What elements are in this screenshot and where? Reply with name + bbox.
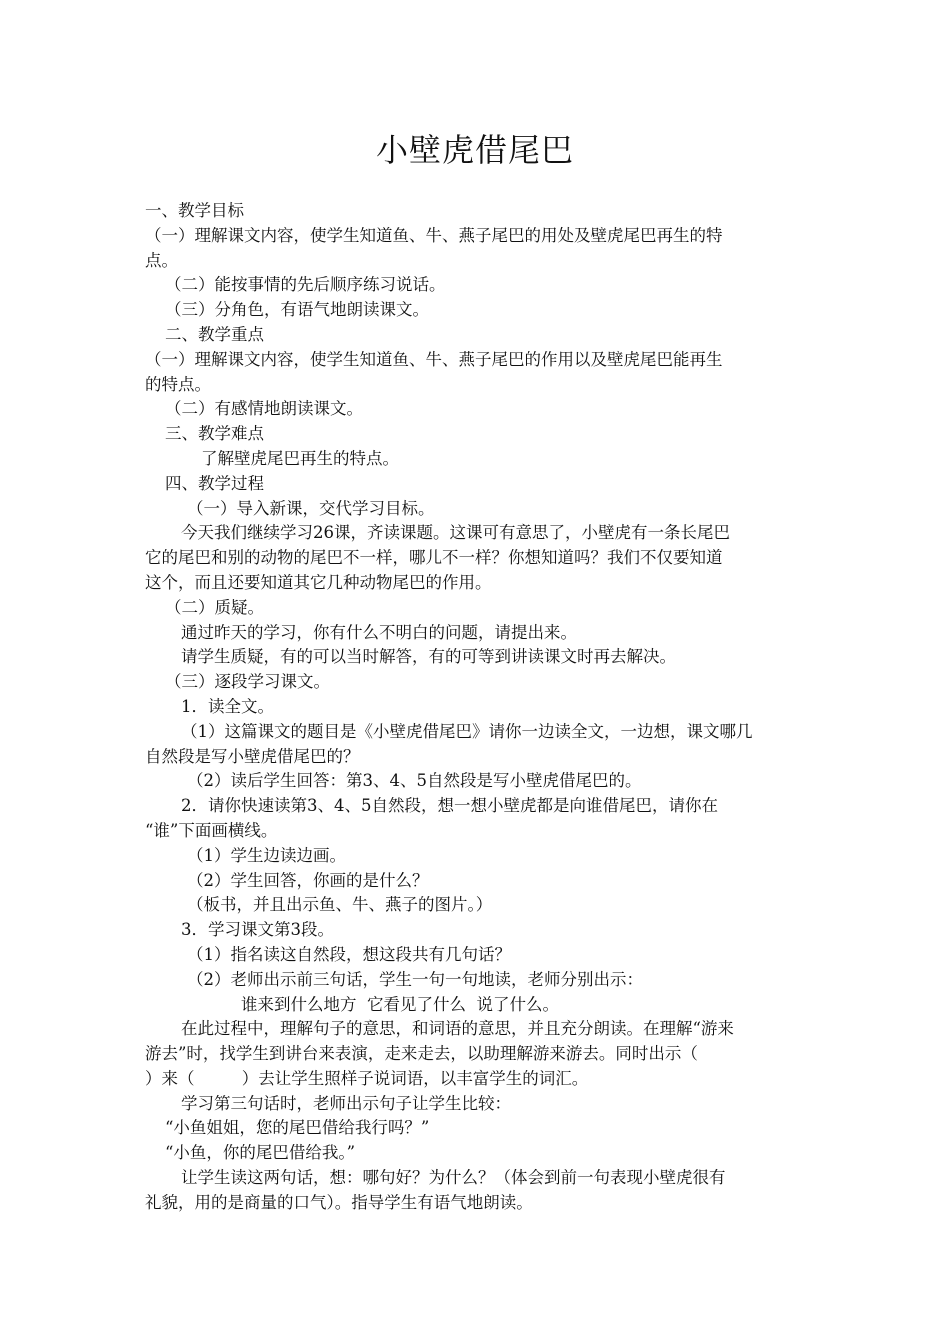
text-line: （2）学生回答，你画的是什么？ — [187, 870, 429, 890]
text-line: 谁来到什么地方 它看见了什么 说了什么。 — [241, 994, 559, 1014]
text-line: 3．学习课文第3段。 — [181, 920, 334, 940]
text-line: 2．请你快速读第3、4、5自然段，想一想小壁虎都是向谁借尾巴，请你在 — [181, 796, 718, 816]
text-line: （二）质疑。 — [165, 597, 264, 617]
text-line: （一）理解课文内容，使学生知道鱼、牛、燕子尾巴的用处及壁虎尾巴再生的特 — [145, 225, 723, 245]
text-line: 通过昨天的学习，你有什么不明白的问题，请提出来。 — [181, 622, 577, 642]
document-body — [145, 199, 810, 1216]
text-line: 在此过程中，理解句子的意思，和词语的意思，并且充分朗读。在理解“游来 — [181, 1019, 734, 1039]
text-line: 自然段是写小壁虎借尾巴的？ — [145, 746, 360, 766]
text-line: 了解壁虎尾巴再生的特点。 — [201, 448, 399, 468]
text-line: 三、教学难点 — [165, 424, 264, 444]
text-line: 四、教学过程 — [165, 473, 264, 493]
text-line: （2）读后学生回答：第3、4、5自然段是写小壁虎借尾巴的。 — [187, 771, 642, 791]
text-line: （三）分角色，有语气地朗读课文。 — [165, 300, 429, 320]
page-title: 小壁虎借尾巴 — [375, 131, 574, 169]
text-line: （板书，并且出示鱼、牛、燕子的图片。） — [187, 895, 493, 915]
text-line: 二、教学重点 — [165, 324, 264, 344]
text-line: （1）学生边读边画。 — [187, 845, 346, 865]
text-line: （三）逐段学习课文。 — [165, 672, 330, 692]
text-line: （1）这篇课文的题目是《小壁虎借尾巴》请你一边读全文，一边想，课文哪几 — [181, 721, 753, 741]
text-line: （一）导入新课，交代学习目标。 — [187, 498, 435, 518]
text-line: “谁”下面画横线。 — [145, 820, 278, 840]
text-line: “小鱼姐姐，您的尾巴借给我行吗？” — [165, 1118, 430, 1138]
text-line: 学习第三句话时，老师出示句子让学生比较： — [181, 1093, 511, 1113]
text-line: 一、教学目标 — [145, 201, 244, 220]
text-line: 今天我们继续学习26课，齐读课题。这课可有意思了，小壁虎有一条长尾巴 — [181, 523, 730, 543]
text-line: （二）能按事情的先后顺序练习说话。 — [165, 275, 446, 295]
text-line: （一）理解课文内容，使学生知道鱼、牛、燕子尾巴的作用以及壁虎尾巴能再生 — [145, 349, 723, 369]
text-line: 这个，而且还要知道其它几种动物尾巴的作用。 — [145, 572, 492, 592]
text-line: （二）有感情地朗读课文。 — [165, 399, 363, 419]
text-line: “小鱼，你的尾巴借给我。” — [165, 1143, 356, 1163]
text-line: 它的尾巴和别的动物的尾巴不一样，哪儿不一样？你想知道吗？我们不仅要知道 — [145, 548, 723, 568]
text-line: 让学生读这两句话，想：哪句好？为什么？（体会到前一句表现小壁虎很有 — [181, 1168, 726, 1188]
text-line: 礼貌，用的是商量的口气）。指导学生有语气地朗读。 — [145, 1192, 533, 1212]
text-line: 请学生质疑，有的可以当时解答，有的可等到讲读课文时再去解决。 — [181, 647, 676, 667]
text-line: 1．读全文。 — [181, 696, 274, 716]
text-line: （1）指名读这自然段，想这段共有几句话？ — [187, 944, 511, 964]
text-line: ）来（ ）去让学生照样子说词语，以丰富学生的词汇。 — [145, 1068, 589, 1088]
text-line: 的特点。 — [145, 374, 211, 394]
text-line: （2）老师出示前三句话，学生一句一句地读，老师分别出示： — [187, 969, 643, 989]
text-line: 点。 — [145, 250, 178, 270]
text-line: 游去”时，找学生到讲台来表演，走来走去，以助理解游来游去。同时出示（ — [145, 1044, 698, 1064]
